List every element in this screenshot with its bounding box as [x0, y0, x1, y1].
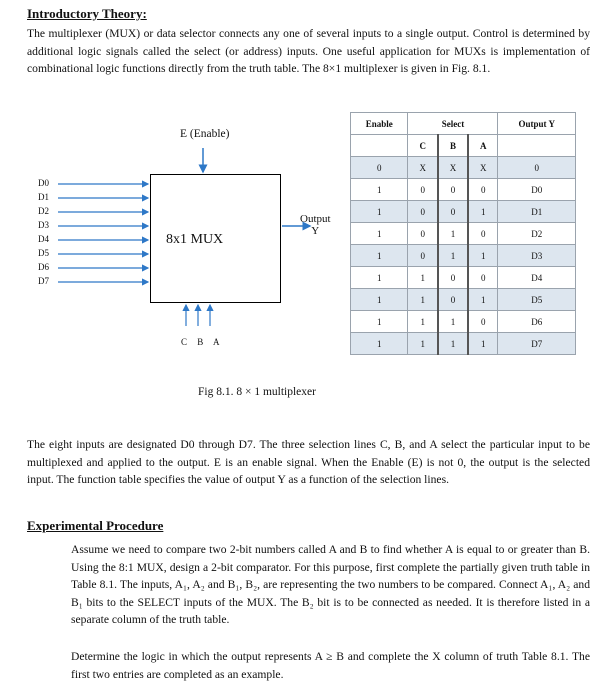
intro-paragraph: The multiplexer (MUX) or data selector connects any one of several inputs to a single output. Control is determined by additional logic signals called the select (or address) inputs. One useful application for MUXs is implementation of combinational logic functions directly from the truth table. The 8×1 multiplexer is given in Fig. 8.1. [27, 27, 590, 75]
table-row: 1 1 0 0 D4 [351, 267, 576, 289]
header-b: B [438, 135, 468, 157]
select-arrows [186, 305, 210, 326]
procedure-paragraph-1: Assume we need to compare two 2-bit numbers called A and B to find whether A is equal to or greater than B. Using the 8:1 MUX, design a 2-bit comparator. For this purpose, first complete the partially given truth table in Table 8.1. The inputs, A₁, A₂ and B₁, B₂, are representing the two numbers to be compared. Connect A₁, A₂ and B₁ bits to the SELECT inputs of the MUX. The B₂ bit is to be connected as needed. It is therefore listed in a separate column of the truth table. [71, 543, 590, 626]
table-row: 0 X X X 0 [351, 157, 576, 179]
table-subheader-row [351, 135, 576, 157]
input-label-d1: D1 [38, 192, 49, 202]
table-row: 1 0 0 0 D0 [351, 179, 576, 201]
procedure-paragraph-2: Determine the logic in which the output represents A ≥ B and complete the X column of truth Table 8.1. The first two entries are completed as an example. [71, 650, 590, 681]
body-paragraph: The eight inputs are designated D0 through D7. The three selection lines C, B, and A select the particular input to be multiplexed and applied to the output. E is an enable signal. When the Enable (E) is not 0, the output is the selected input. The function table specifies the value of output Y as a function of the selection lines. [27, 438, 590, 486]
header-select: Select [408, 113, 498, 135]
output-label [300, 213, 331, 237]
procedure-heading: Experimental Procedure [27, 518, 164, 533]
table-row: 1 0 1 1 D3 [351, 245, 576, 267]
intro-heading: Introductory Theory: [27, 6, 147, 21]
truth-table [350, 112, 576, 355]
header-a: A [468, 135, 498, 157]
mux-label: 8x1 MUX [166, 232, 224, 247]
figure-caption: Fig 8.1. 8 × 1 multiplexer [198, 386, 316, 398]
input-label-d3: D3 [38, 220, 49, 230]
output-label-line2: Y [311, 225, 320, 237]
table-row: 1 1 0 1 D5 [351, 289, 576, 311]
input-label-d5: D5 [38, 248, 49, 258]
input-label-d7: D7 [38, 276, 49, 286]
input-label-d0: D0 [38, 178, 49, 188]
table-header-row [351, 113, 576, 135]
table-row: 1 0 0 1 D1 [351, 201, 576, 223]
output-label-line1: Output [300, 213, 331, 225]
table-row: 1 1 1 1 D7 [351, 333, 576, 355]
header-enable: Enable [351, 113, 408, 135]
select-lines-label: C B A [181, 337, 224, 347]
table-row: 1 1 1 0 D6 [351, 311, 576, 333]
input-label-d2: D2 [38, 206, 49, 216]
input-label-d6: D6 [38, 262, 49, 272]
enable-label: E (Enable) [180, 128, 230, 140]
table-row: 1 0 1 0 D2 [351, 223, 576, 245]
header-output: Output Y [498, 113, 576, 135]
header-c: C [408, 135, 438, 157]
input-arrows [58, 184, 148, 282]
input-label-d4: D4 [38, 234, 49, 244]
